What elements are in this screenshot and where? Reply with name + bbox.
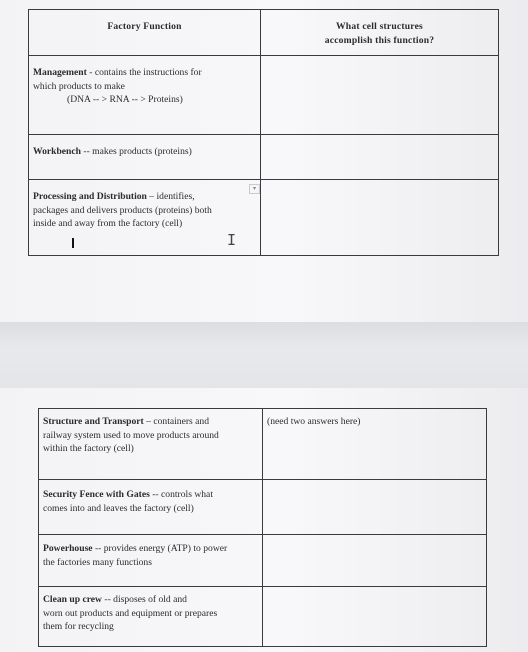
function-desc: within the factory (cell) xyxy=(43,443,134,454)
header-cell-structures xyxy=(261,10,499,56)
function-cell-workbench xyxy=(29,135,261,180)
function-desc: which products to make xyxy=(33,80,125,92)
text-cursor-icon xyxy=(72,238,74,248)
answer-cell-workbench[interactable] xyxy=(261,135,499,180)
dropdown-handle-icon[interactable]: ▾ xyxy=(249,184,260,194)
function-desc: comes into and leaves the factory (cell) xyxy=(43,502,194,514)
function-desc: -- makes products (proteins) xyxy=(80,146,192,157)
function-desc: packages and delivers products (proteins) both xyxy=(33,204,212,216)
function-title: Workbench xyxy=(33,146,81,157)
answer-cell-management[interactable] xyxy=(261,56,499,135)
function-cell-management xyxy=(29,56,261,135)
function-desc: -- disposes of old and xyxy=(101,594,187,605)
answer-cell-clean-up-crew[interactable] xyxy=(263,587,487,647)
function-desc: the factories many functions xyxy=(43,556,152,568)
function-cell-structure-transport xyxy=(39,409,263,480)
function-desc: inside and away from the factory (cell) xyxy=(33,218,183,229)
worksheet-page-top xyxy=(0,0,528,322)
table-row xyxy=(29,180,499,256)
table-row xyxy=(39,535,487,587)
function-title: Powerhouse xyxy=(43,543,93,554)
page-separator xyxy=(0,322,528,388)
table-row xyxy=(29,135,499,180)
function-title: Processing and Distribution xyxy=(33,191,147,202)
function-desc: – containers and xyxy=(143,416,210,427)
function-cell-powerhouse xyxy=(39,535,263,587)
function-desc: - contains the instructions for xyxy=(86,67,202,78)
header-row xyxy=(29,10,499,56)
function-cell-clean-up-crew xyxy=(39,587,263,647)
answer-cell-security-fence[interactable] xyxy=(263,480,487,535)
answer-cell-processing[interactable] xyxy=(261,180,499,256)
answer-cell-structure-transport[interactable] xyxy=(263,409,487,480)
table-row xyxy=(29,56,499,135)
function-desc: -- controls what xyxy=(149,489,213,500)
table-row xyxy=(39,480,487,535)
function-cell-processing xyxy=(29,180,261,256)
table-row xyxy=(39,587,487,647)
answer-cell-powerhouse[interactable] xyxy=(263,535,487,587)
function-title: Management xyxy=(33,67,87,78)
table-row xyxy=(39,409,487,480)
function-desc: -- provides energy (ATP) to power xyxy=(92,543,228,554)
factory-function-table-bottom xyxy=(38,408,487,647)
function-desc: them for recycling xyxy=(43,621,114,632)
function-title: Security Fence with Gates xyxy=(43,489,150,500)
function-desc: railway system used to move products around xyxy=(43,429,219,441)
function-desc: – identifies, xyxy=(146,191,195,202)
answer-text: (need two answers here) xyxy=(267,416,361,427)
header-function-label: Factory Function xyxy=(107,21,182,32)
factory-function-table-top xyxy=(28,9,499,256)
function-cell-security-fence xyxy=(39,480,263,535)
function-title: Clean up crew xyxy=(43,594,102,605)
mouse-ibeam-icon: I xyxy=(227,231,237,249)
header-structures-line2: accomplish this function? xyxy=(324,34,435,46)
header-factory-function xyxy=(29,10,261,56)
worksheet-page-bottom xyxy=(0,388,528,652)
function-desc: (DNA -- > RNA -- > Proteins) xyxy=(67,94,183,105)
function-desc: worn out products and equipment or prepares xyxy=(43,607,218,619)
function-title: Structure and Transport xyxy=(43,416,144,427)
header-structures-line1: What cell structures xyxy=(336,21,423,32)
